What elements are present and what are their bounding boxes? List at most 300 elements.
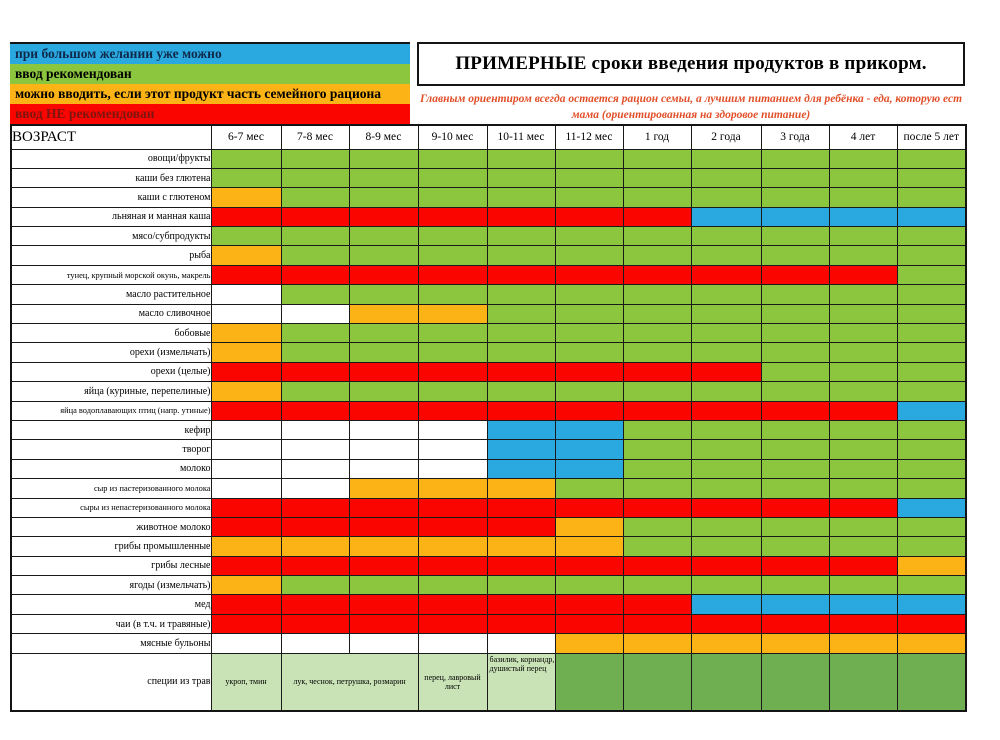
state-cell [211, 479, 281, 498]
state-cell [761, 479, 829, 498]
state-cell [418, 576, 487, 595]
table-row [11, 362, 966, 381]
state-cell [829, 246, 897, 265]
table-row [11, 420, 966, 439]
state-cell [761, 517, 829, 536]
table-row [11, 614, 966, 633]
row-label: льняная и манная каша [11, 207, 211, 226]
state-cell [897, 401, 966, 420]
state-cell [897, 634, 966, 653]
row-label: специи из трав [11, 653, 211, 711]
state-cell [349, 459, 418, 478]
state-cell [281, 517, 349, 536]
state-cell [349, 440, 418, 459]
state-cell [623, 188, 691, 207]
spice-cell [623, 653, 691, 711]
state-cell [829, 479, 897, 498]
state-cell [897, 188, 966, 207]
state-cell [623, 265, 691, 284]
state-cell [211, 246, 281, 265]
state-cell [211, 459, 281, 478]
state-cell [418, 556, 487, 575]
state-cell [897, 324, 966, 343]
state-cell [555, 556, 623, 575]
state-cell [418, 362, 487, 381]
state-cell [487, 304, 555, 323]
table-row [11, 576, 966, 595]
state-cell [281, 343, 349, 362]
state-cell [281, 537, 349, 556]
state-cell [281, 459, 349, 478]
state-cell [897, 576, 966, 595]
state-cell [349, 265, 418, 284]
table-row [11, 265, 966, 284]
state-cell [418, 227, 487, 246]
state-cell [418, 149, 487, 168]
state-cell [623, 304, 691, 323]
spice-cell [897, 653, 966, 711]
state-cell [761, 343, 829, 362]
state-cell [487, 556, 555, 575]
state-cell [211, 595, 281, 614]
state-cell [281, 595, 349, 614]
state-cell [349, 634, 418, 653]
row-label: сыр из пастеризованного молока [11, 479, 211, 498]
state-cell [487, 420, 555, 439]
state-cell [349, 595, 418, 614]
column-header: 3 года [761, 125, 829, 149]
state-cell [761, 634, 829, 653]
state-cell [349, 382, 418, 401]
state-cell [691, 324, 761, 343]
state-cell [211, 517, 281, 536]
state-cell [761, 188, 829, 207]
state-cell [691, 614, 761, 633]
state-cell [487, 576, 555, 595]
state-cell [829, 614, 897, 633]
row-label: кефир [11, 420, 211, 439]
state-cell [555, 401, 623, 420]
state-cell [211, 227, 281, 246]
state-cell [897, 149, 966, 168]
state-cell [281, 382, 349, 401]
state-cell [761, 576, 829, 595]
state-cell [487, 285, 555, 304]
state-cell [761, 498, 829, 517]
spice-cell: перец, лавровый лист [418, 653, 487, 711]
state-cell [281, 285, 349, 304]
state-cell [487, 265, 555, 284]
state-cell [349, 149, 418, 168]
table-row [11, 459, 966, 478]
column-header: 10-11 мес [487, 125, 555, 149]
state-cell [623, 149, 691, 168]
state-cell [691, 149, 761, 168]
state-cell [418, 595, 487, 614]
state-cell [829, 440, 897, 459]
state-cell [555, 614, 623, 633]
state-cell [281, 498, 349, 517]
state-cell [418, 401, 487, 420]
state-cell [623, 285, 691, 304]
state-cell [418, 440, 487, 459]
state-cell [349, 517, 418, 536]
state-cell [349, 420, 418, 439]
column-header: 9-10 мес [418, 125, 487, 149]
state-cell [555, 420, 623, 439]
state-cell [829, 556, 897, 575]
column-header: после 5 лет [897, 125, 966, 149]
state-cell [555, 595, 623, 614]
state-cell [829, 265, 897, 284]
state-cell [418, 188, 487, 207]
state-cell [418, 517, 487, 536]
state-cell [829, 595, 897, 614]
column-header: 6-7 мес [211, 125, 281, 149]
state-cell [211, 265, 281, 284]
spice-cell: базилик, кориандр, душистый перец [487, 653, 555, 711]
state-cell [623, 537, 691, 556]
row-label: животное молоко [11, 517, 211, 536]
state-cell [281, 188, 349, 207]
state-cell [487, 343, 555, 362]
state-cell [691, 304, 761, 323]
table-row [11, 227, 966, 246]
state-cell [829, 517, 897, 536]
column-header: 8-9 мес [349, 125, 418, 149]
state-cell [829, 362, 897, 381]
state-cell [623, 343, 691, 362]
state-cell [487, 498, 555, 517]
state-cell [281, 324, 349, 343]
state-cell [829, 537, 897, 556]
age-corner-header: ВОЗРАСТ [11, 125, 211, 149]
state-cell [281, 246, 349, 265]
state-cell [761, 168, 829, 187]
state-cell [211, 324, 281, 343]
state-cell [897, 498, 966, 517]
state-cell [349, 285, 418, 304]
header-row [11, 125, 966, 149]
state-cell [691, 595, 761, 614]
state-cell [418, 614, 487, 633]
row-label: орехи (целые) [11, 362, 211, 381]
state-cell [281, 207, 349, 226]
state-cell [761, 227, 829, 246]
state-cell [487, 246, 555, 265]
state-cell [761, 285, 829, 304]
state-cell [555, 440, 623, 459]
spice-row [11, 653, 966, 711]
state-cell [211, 537, 281, 556]
table-row [11, 479, 966, 498]
table-row [11, 537, 966, 556]
state-cell [691, 246, 761, 265]
state-cell [897, 459, 966, 478]
state-cell [281, 440, 349, 459]
state-cell [555, 517, 623, 536]
state-cell [691, 459, 761, 478]
table-row [11, 168, 966, 187]
state-cell [623, 556, 691, 575]
state-cell [487, 459, 555, 478]
state-cell [761, 537, 829, 556]
row-label: орехи (измельчать) [11, 343, 211, 362]
state-cell [761, 246, 829, 265]
state-cell [623, 362, 691, 381]
row-label: масло сливочное [11, 304, 211, 323]
state-cell [349, 227, 418, 246]
state-cell [829, 634, 897, 653]
state-cell [623, 634, 691, 653]
state-cell [281, 614, 349, 633]
state-cell [281, 556, 349, 575]
state-cell [211, 440, 281, 459]
state-cell [555, 149, 623, 168]
state-cell [897, 537, 966, 556]
row-label: овощи/фрукты [11, 149, 211, 168]
row-label: тунец, крупный морской окунь, макрель [11, 265, 211, 284]
state-cell [418, 285, 487, 304]
state-cell [623, 207, 691, 226]
state-cell [349, 498, 418, 517]
state-cell [691, 227, 761, 246]
state-cell [897, 479, 966, 498]
state-cell [555, 537, 623, 556]
row-label: мед [11, 595, 211, 614]
state-cell [623, 517, 691, 536]
state-cell [418, 498, 487, 517]
spice-cell: укроп, тмин [211, 653, 281, 711]
row-label: ягоды (измельчать) [11, 576, 211, 595]
state-cell [211, 188, 281, 207]
state-cell [897, 362, 966, 381]
state-cell [691, 479, 761, 498]
state-cell [211, 207, 281, 226]
state-cell [281, 420, 349, 439]
state-cell [829, 227, 897, 246]
state-cell [487, 382, 555, 401]
state-cell [691, 401, 761, 420]
state-cell [487, 440, 555, 459]
state-cell [349, 343, 418, 362]
state-cell [897, 285, 966, 304]
state-cell [829, 168, 897, 187]
state-cell [349, 556, 418, 575]
state-cell [691, 343, 761, 362]
state-cell [829, 382, 897, 401]
state-cell [487, 517, 555, 536]
row-label: масло растительное [11, 285, 211, 304]
row-label: мясные бульоны [11, 634, 211, 653]
state-cell [281, 304, 349, 323]
state-cell [829, 576, 897, 595]
table-row [11, 246, 966, 265]
row-label: молоко [11, 459, 211, 478]
state-cell [897, 304, 966, 323]
table-row [11, 324, 966, 343]
state-cell [418, 265, 487, 284]
state-cell [211, 556, 281, 575]
state-cell [897, 246, 966, 265]
spice-cell [555, 653, 623, 711]
state-cell [555, 362, 623, 381]
state-cell [761, 556, 829, 575]
state-cell [555, 207, 623, 226]
state-cell [623, 479, 691, 498]
state-cell [691, 285, 761, 304]
state-cell [897, 595, 966, 614]
state-cell [418, 382, 487, 401]
state-cell [487, 207, 555, 226]
state-cell [555, 227, 623, 246]
table-row [11, 149, 966, 168]
state-cell [897, 168, 966, 187]
state-cell [761, 207, 829, 226]
state-cell [487, 188, 555, 207]
state-cell [691, 634, 761, 653]
state-cell [487, 614, 555, 633]
state-cell [349, 324, 418, 343]
state-cell [897, 227, 966, 246]
state-cell [211, 149, 281, 168]
state-cell [623, 440, 691, 459]
table-row [11, 304, 966, 323]
state-cell [487, 227, 555, 246]
state-cell [829, 188, 897, 207]
state-cell [829, 401, 897, 420]
state-cell [829, 285, 897, 304]
state-cell [418, 459, 487, 478]
state-cell [281, 227, 349, 246]
table-row [11, 556, 966, 575]
state-cell [761, 149, 829, 168]
page-title: ПРИМЕРНЫЕ сроки введения продуктов в прикорм. [417, 42, 965, 86]
state-cell [897, 382, 966, 401]
state-cell [555, 324, 623, 343]
state-cell [691, 362, 761, 381]
row-label: грибы промышленные [11, 537, 211, 556]
state-cell [897, 420, 966, 439]
state-cell [691, 498, 761, 517]
state-cell [349, 537, 418, 556]
state-cell [761, 440, 829, 459]
state-cell [691, 188, 761, 207]
state-cell [349, 479, 418, 498]
state-cell [691, 168, 761, 187]
state-cell [281, 479, 349, 498]
state-cell [691, 207, 761, 226]
state-cell [487, 634, 555, 653]
state-cell [761, 382, 829, 401]
state-cell [281, 576, 349, 595]
row-label: каши без глютена [11, 168, 211, 187]
state-cell [418, 246, 487, 265]
row-label: мясо/субпродукты [11, 227, 211, 246]
state-cell [555, 479, 623, 498]
state-cell [487, 362, 555, 381]
state-cell [761, 324, 829, 343]
table-row [11, 517, 966, 536]
state-cell [349, 168, 418, 187]
state-cell [897, 440, 966, 459]
legend-item: ввод НЕ рекомендован [10, 104, 410, 124]
state-cell [418, 207, 487, 226]
state-cell [211, 576, 281, 595]
table-row [11, 401, 966, 420]
legend-item: при большом желании уже можно [10, 44, 410, 64]
state-cell [211, 168, 281, 187]
state-cell [555, 634, 623, 653]
state-cell [349, 401, 418, 420]
state-cell [623, 459, 691, 478]
state-cell [691, 537, 761, 556]
column-header: 1 год [623, 125, 691, 149]
state-cell [418, 168, 487, 187]
state-cell [691, 576, 761, 595]
state-cell [829, 498, 897, 517]
row-label: грибы лесные [11, 556, 211, 575]
state-cell [761, 420, 829, 439]
state-cell [418, 420, 487, 439]
state-cell [555, 459, 623, 478]
age-table [10, 124, 967, 712]
state-cell [623, 382, 691, 401]
state-cell [418, 634, 487, 653]
state-cell [349, 188, 418, 207]
state-cell [897, 343, 966, 362]
state-cell [761, 459, 829, 478]
state-cell [761, 362, 829, 381]
state-cell [623, 498, 691, 517]
column-header: 11-12 мес [555, 125, 623, 149]
state-cell [281, 149, 349, 168]
column-header: 7-8 мес [281, 125, 349, 149]
state-cell [897, 265, 966, 284]
state-cell [829, 420, 897, 439]
state-cell [349, 576, 418, 595]
legend-item: ввод рекомендован [10, 64, 410, 84]
state-cell [623, 168, 691, 187]
state-cell [829, 207, 897, 226]
table-row [11, 440, 966, 459]
state-cell [623, 614, 691, 633]
spice-cell [829, 653, 897, 711]
table-row [11, 207, 966, 226]
state-cell [623, 576, 691, 595]
state-cell [487, 401, 555, 420]
table-row [11, 634, 966, 653]
state-cell [211, 343, 281, 362]
page-subtitle: Главным ориентиром всегда остается рацион семьи, а лучшим питанием для ребёнка - еда, которую ест мама (ориентированная на здоровое питание) [419, 93, 963, 122]
state-cell [555, 168, 623, 187]
column-header: 2 года [691, 125, 761, 149]
state-cell [211, 285, 281, 304]
state-cell [418, 479, 487, 498]
table-row [11, 285, 966, 304]
state-cell [349, 304, 418, 323]
spice-cell [761, 653, 829, 711]
state-cell [281, 362, 349, 381]
state-cell [829, 324, 897, 343]
state-cell [829, 343, 897, 362]
state-cell [487, 537, 555, 556]
spice-cell [691, 653, 761, 711]
state-cell [623, 246, 691, 265]
row-label: творог [11, 440, 211, 459]
state-cell [623, 595, 691, 614]
table-row [11, 343, 966, 362]
